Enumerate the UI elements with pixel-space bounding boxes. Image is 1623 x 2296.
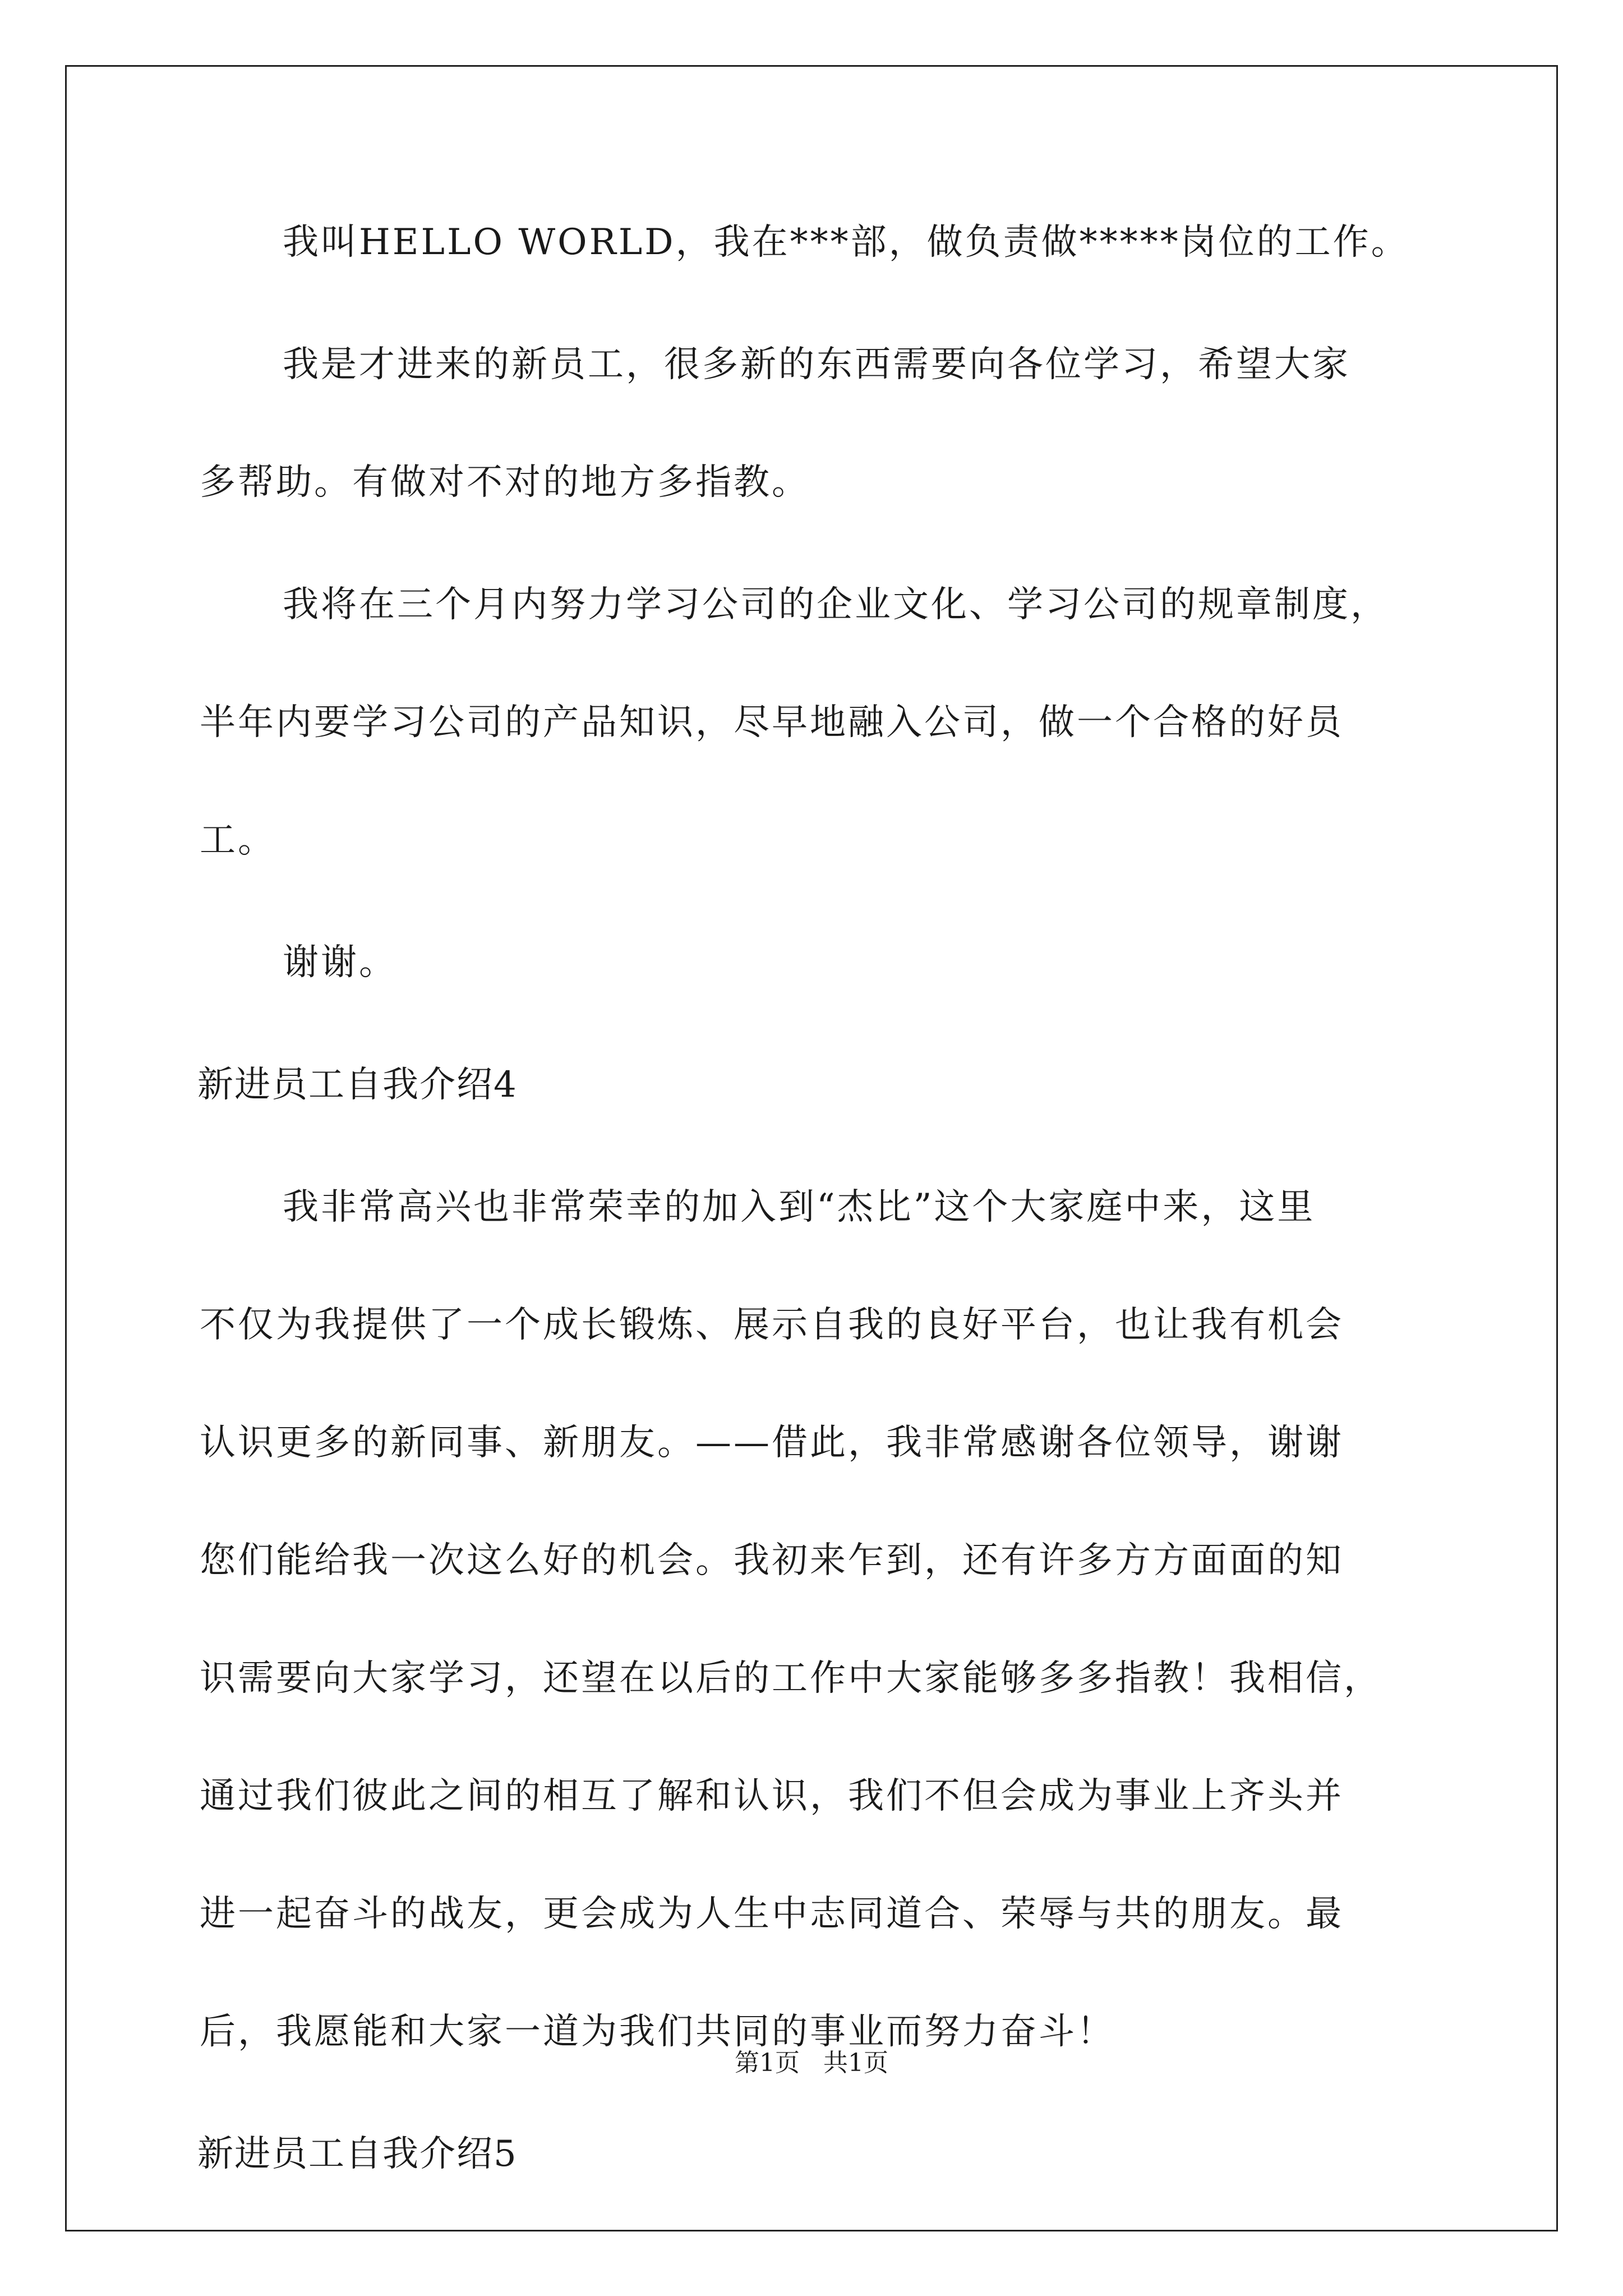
paragraph-line: 我将在三个月内努力学习公司的企业文化、学习公司的规章制度， — [283, 584, 1389, 625]
document-body — [197, 218, 1456, 2179]
paragraph-line: 工。 — [200, 820, 276, 861]
section-heading: 新进员工自我介绍5 — [197, 2133, 518, 2175]
paragraph-line: 我非常高兴也非常荣幸的加入到“杰比”这个大家庭中来，这里 — [283, 1186, 1316, 1228]
paragraph-line: 谢谢。 — [283, 942, 397, 983]
section-heading: 新进员工自我介绍4 — [197, 1064, 518, 1106]
paragraph-line: 进一起奋斗的战友，更会成为人生中志同道合、荣辱与共的朋友。最 — [200, 1893, 1344, 1935]
paragraph-line: 多帮助。有做对不对的地方多指教。 — [200, 462, 810, 503]
paragraph-line: 识需要向大家学习，还望在以后的工作中大家能够多多指教！我相信， — [200, 1658, 1382, 1699]
paragraph-line: 我是才进来的新员工，很多新的东西需要向各位学习，希望大家 — [283, 344, 1350, 385]
paragraph-line: 我叫HELLO WORLD，我在***部，做负责做*****岗位的工作。 — [283, 222, 1409, 263]
paragraph-line: 您们能给我一次这么好的机会。我初来乍到，还有许多方方面面的知 — [200, 1540, 1344, 1581]
paragraph-line: 通过我们彼此之间的相互了解和认识，我们不但会成为事业上齐头并 — [200, 1775, 1344, 1817]
page-footer: 第1页 共1页 — [735, 2049, 888, 2077]
paragraph-line: 后，我愿能和大家一道为我们共同的事业而努力奋斗！ — [200, 2011, 1115, 2053]
paragraph-line: 认识更多的新同事、新朋友。——借此，我非常感谢各位领导，谢谢 — [200, 1422, 1344, 1464]
paragraph-line: 半年内要学习公司的产品知识，尽早地融入公司，做一个合格的好员 — [200, 702, 1344, 743]
paragraph-line: 不仅为我提供了一个成长锻炼、展示自我的良好平台，也让我有机会 — [200, 1304, 1344, 1346]
